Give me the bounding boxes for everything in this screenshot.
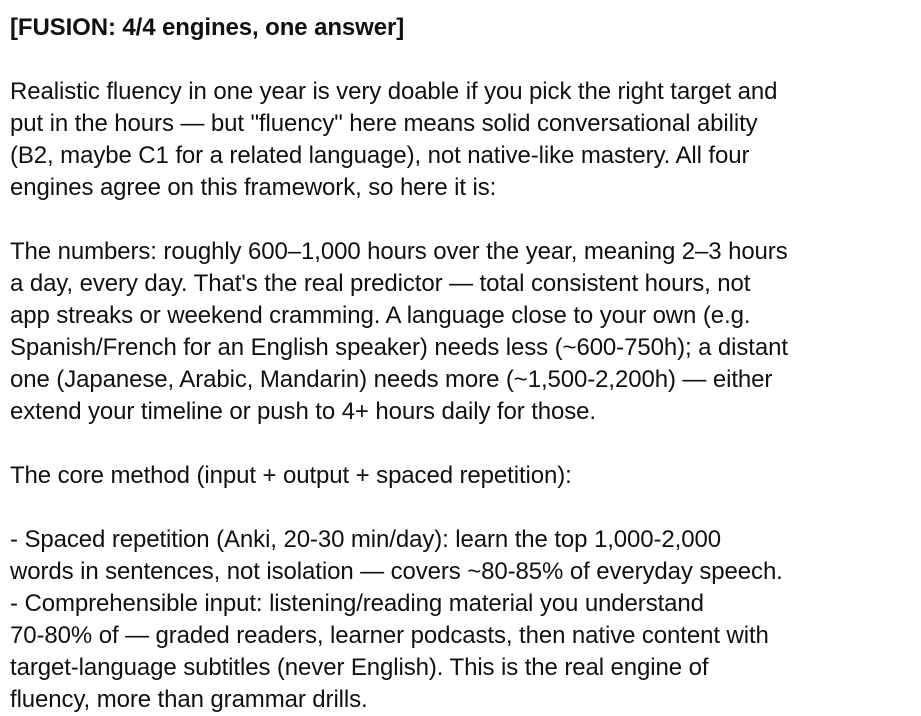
text-line: The numbers: roughly 600–1,000 hours over the year, meaning 2–3 hours (10, 238, 788, 265)
list-item-line: - Spaced repetition (Anki, 20-30 min/day): learn the top 1,000-2,000 (10, 526, 721, 553)
message-body (10, 12, 915, 716)
list-item-line: target-language subtitles (never English). This is the real engine of (10, 654, 709, 681)
intro-paragraph (10, 76, 915, 204)
fusion-header: [FUSION: 4/4 engines, one answer] (10, 14, 405, 41)
method-heading-paragraph (10, 460, 915, 492)
list-item-line: 70-80% of — graded readers, learner podcasts, then native content with (10, 622, 769, 649)
paragraph-gap (10, 204, 915, 236)
text-line: (B2, maybe C1 for a related language), not native-like mastery. All four (10, 142, 750, 169)
text-line: Realistic fluency in one year is very doable if you pick the right target and (10, 78, 778, 105)
list-item-line: - Comprehensible input: listening/reading material you understand (10, 590, 704, 617)
paragraph-gap (10, 44, 915, 76)
text-line: Spanish/French for an English speaker) needs less (~600-750h); a distant (10, 334, 788, 361)
text-line: app streaks or weekend cramming. A language close to your own (e.g. (10, 302, 751, 329)
text-line: put in the hours — but "fluency" here means solid conversational ability (10, 110, 758, 137)
text-line: extend your timeline or push to 4+ hours daily for those. (10, 398, 596, 425)
paragraph-gap (10, 428, 915, 460)
text-line: engines agree on this framework, so here it is: (10, 174, 497, 201)
method-list (10, 524, 915, 716)
text-line: The core method (input + output + spaced repetition): (10, 462, 572, 489)
list-item-line: words in sentences, not isolation — covers ~80-85% of everyday speech. (10, 558, 783, 585)
list-item-line: fluency, more than grammar drills. (10, 686, 368, 713)
text-line: a day, every day. That's the real predictor — total consistent hours, not (10, 270, 751, 297)
text-line: one (Japanese, Arabic, Mandarin) needs more (~1,500-2,200h) — either (10, 366, 773, 393)
numbers-paragraph (10, 236, 915, 428)
paragraph-gap (10, 492, 915, 524)
